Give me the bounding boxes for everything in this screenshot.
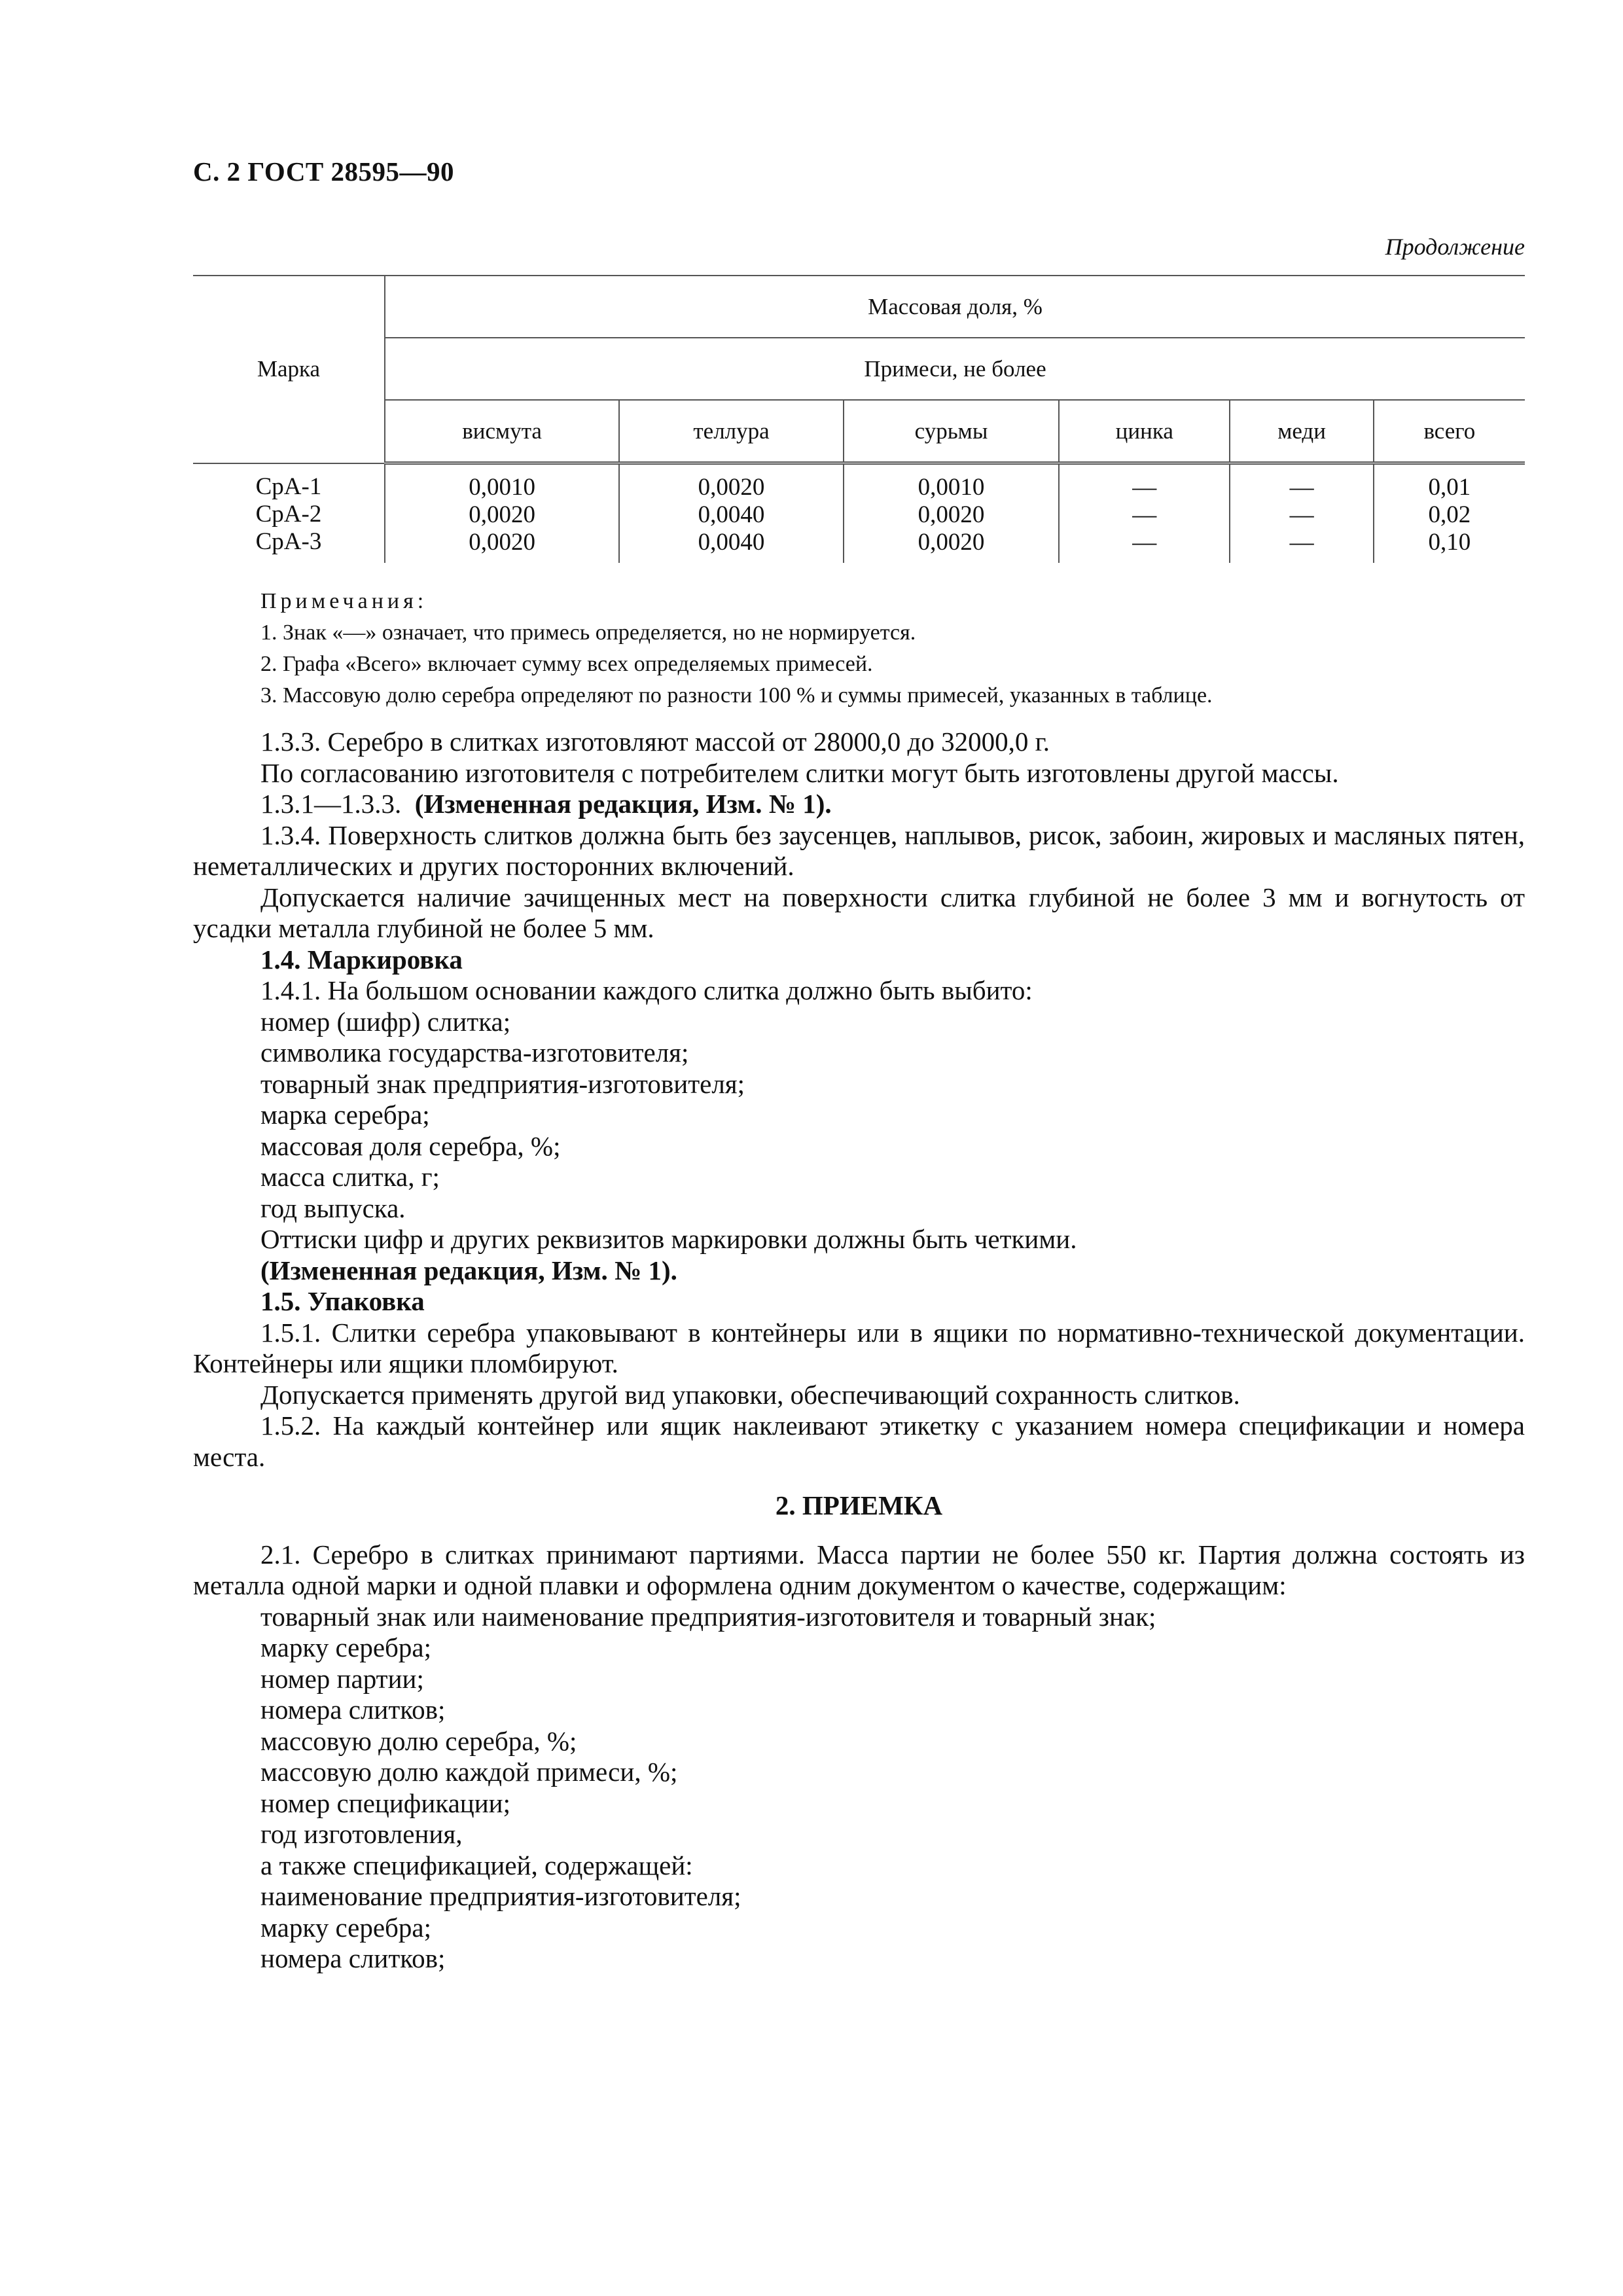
table-cell: СрА-3	[255, 528, 322, 555]
paragraph: Оттиски цифр и других реквизитов маркировки должны быть четкими.	[260, 1224, 1077, 1254]
list-item: год изготовления,	[260, 1819, 463, 1849]
column-header-zinc: цинка	[1059, 400, 1230, 463]
table-cell: СрА-2	[255, 500, 322, 528]
table-cell: 0,0010	[469, 474, 535, 501]
list-item: номера слитков;	[260, 1943, 446, 1973]
heading-1-5: 1.5. Упаковка	[260, 1286, 425, 1316]
amendment-note: (Измененная редакция, Изм. № 1).	[260, 1255, 677, 1285]
cell-total	[1374, 463, 1525, 564]
list-item: а также спецификацией, содержащей:	[260, 1850, 693, 1880]
paragraph-1-3-4: 1.3.4. Поверхность слитков должна быть без заусенцев, наплывов, рисок, забоин, жировых и масляных пятен, неметаллических и других посторонних включений.	[193, 819, 1525, 881]
list-item: наименование предприятия-изготовителя;	[260, 1881, 741, 1911]
amendment-text: (Измененная редакция, Изм. № 1).	[414, 789, 832, 819]
column-header-tellurium: теллура	[619, 400, 844, 463]
table-cell: 0,0020	[918, 529, 985, 556]
group-header-mass-fraction: Массовая доля, %	[385, 276, 1525, 338]
table-cell: 0,0040	[698, 501, 765, 528]
list-item: товарный знак или наименование предприятия-изготовителя и товарный знак;	[260, 1601, 1156, 1632]
paragraph-1-5-1: 1.5.1. Слитки серебра упаковывают в контейнеры или в ящики по нормативно-технической документации. Контейнеры или ящики пломбируют.	[193, 1317, 1525, 1378]
column-header-antimony: сурьмы	[844, 400, 1059, 463]
list-item: номера слитков;	[260, 1695, 446, 1725]
amendment-note	[193, 789, 1525, 820]
note-item: 1. Знак «—» означает, что примесь определяется, но не нормируется.	[260, 620, 916, 645]
cell-marks	[193, 463, 385, 564]
cell-bismuth	[385, 463, 619, 564]
note-item: 2. Графа «Всего» включает сумму всех определяемых примесей.	[260, 652, 873, 676]
column-header-copper: меди	[1230, 400, 1373, 463]
list-item: массовую долю каждой примеси, %;	[260, 1757, 678, 1787]
paragraph: Допускается применять другой вид упаковки, обеспечивающий сохранность слитков.	[260, 1379, 1240, 1410]
paragraph-1-4-1: 1.4.1. На большом основании каждого слитка должно быть выбито:	[260, 975, 1033, 1005]
document-body	[193, 726, 1525, 1975]
cell-zinc	[1059, 463, 1230, 564]
paragraph: Допускается наличие зачищенных мест на поверхности слитка глубиной не более 3 мм и вогнутость от усадки металла глубиной не более 5 мм.	[193, 882, 1525, 943]
column-header-total: всего	[1374, 400, 1525, 463]
list-item: марка серебра;	[260, 1100, 430, 1130]
column-header-mark: Марка	[193, 276, 385, 463]
cell-tellurium	[619, 463, 844, 564]
list-item: товарный знак предприятия-изготовителя;	[260, 1068, 745, 1099]
list-item: номер партии;	[260, 1663, 424, 1694]
table-data-block	[193, 463, 1525, 564]
table-cell: —	[1132, 474, 1157, 501]
note-item: 3. Массовую долю серебра определяют по разности 100 % и суммы примесей, указанных в таблице.	[260, 683, 1213, 708]
paragraph: По согласованию изготовителя с потребителем слитки могут быть изготовлены другой массы.	[260, 757, 1339, 788]
table-cell: —	[1132, 501, 1157, 528]
table-cell: 0,0020	[698, 474, 765, 501]
amendment-ref: 1.3.1—1.3.3.	[260, 789, 402, 819]
table-cell: 0,0020	[469, 529, 535, 556]
table-cell: 0,0020	[918, 501, 985, 528]
list-item: марку серебра;	[260, 1912, 431, 1943]
column-header-bismuth: висмута	[385, 400, 619, 463]
table-cell: 0,01	[1428, 474, 1471, 501]
cell-copper	[1230, 463, 1373, 564]
table-cell: —	[1289, 474, 1314, 501]
list-item: год выпуска.	[260, 1193, 406, 1223]
paragraph-2-1: 2.1. Серебро в слитках принимают партиями. Масса партии не более 550 кг. Партия должна состоять из металла одной марки и одной плавки и оформлена одним документом о качестве, содержащим:	[193, 1539, 1525, 1600]
list-item: массовая доля серебра, %;	[260, 1130, 561, 1161]
impurity-table	[193, 275, 1525, 563]
list-item: символика государства-изготовителя;	[260, 1037, 689, 1067]
list-item: массовую долю серебра, %;	[260, 1725, 577, 1756]
list-item: номер (шифр) слитка;	[260, 1006, 511, 1037]
table-cell: 0,02	[1428, 501, 1471, 528]
table-cell: —	[1289, 529, 1314, 556]
table-cell: 0,10	[1428, 529, 1471, 556]
table-cell: 0,0010	[918, 474, 985, 501]
table-notes	[260, 586, 1213, 711]
list-item: марку серебра;	[260, 1632, 431, 1662]
table-cell: —	[1289, 501, 1314, 528]
heading-1-4: 1.4. Маркировка	[260, 944, 463, 975]
paragraph-1-5-2: 1.5.2. На каждый контейнер или ящик наклеивают этикетку с указанием номера спецификации и номера места.	[193, 1410, 1525, 1472]
table-cell: 0,0020	[469, 501, 535, 528]
table-cell: 0,0040	[698, 529, 765, 556]
page-header: С. 2 ГОСТ 28595—90	[193, 156, 455, 187]
section-2-title: 2. ПРИЕМКА	[775, 1490, 943, 1520]
paragraph-1-3-3: 1.3.3. Серебро в слитках изготовляют массой от 28000,0 до 32000,0 г.	[260, 726, 1050, 757]
notes-title: Примечания:	[260, 589, 428, 613]
table-continuation-label: Продолжение	[1385, 234, 1525, 260]
cell-antimony	[844, 463, 1059, 564]
table-cell: —	[1132, 529, 1157, 556]
sub-header-impurities: Примеси, не более	[385, 338, 1525, 400]
list-item: масса слитка, г;	[260, 1162, 440, 1192]
table-cell: СрА-1	[255, 473, 322, 500]
list-item: номер спецификации;	[260, 1787, 510, 1818]
